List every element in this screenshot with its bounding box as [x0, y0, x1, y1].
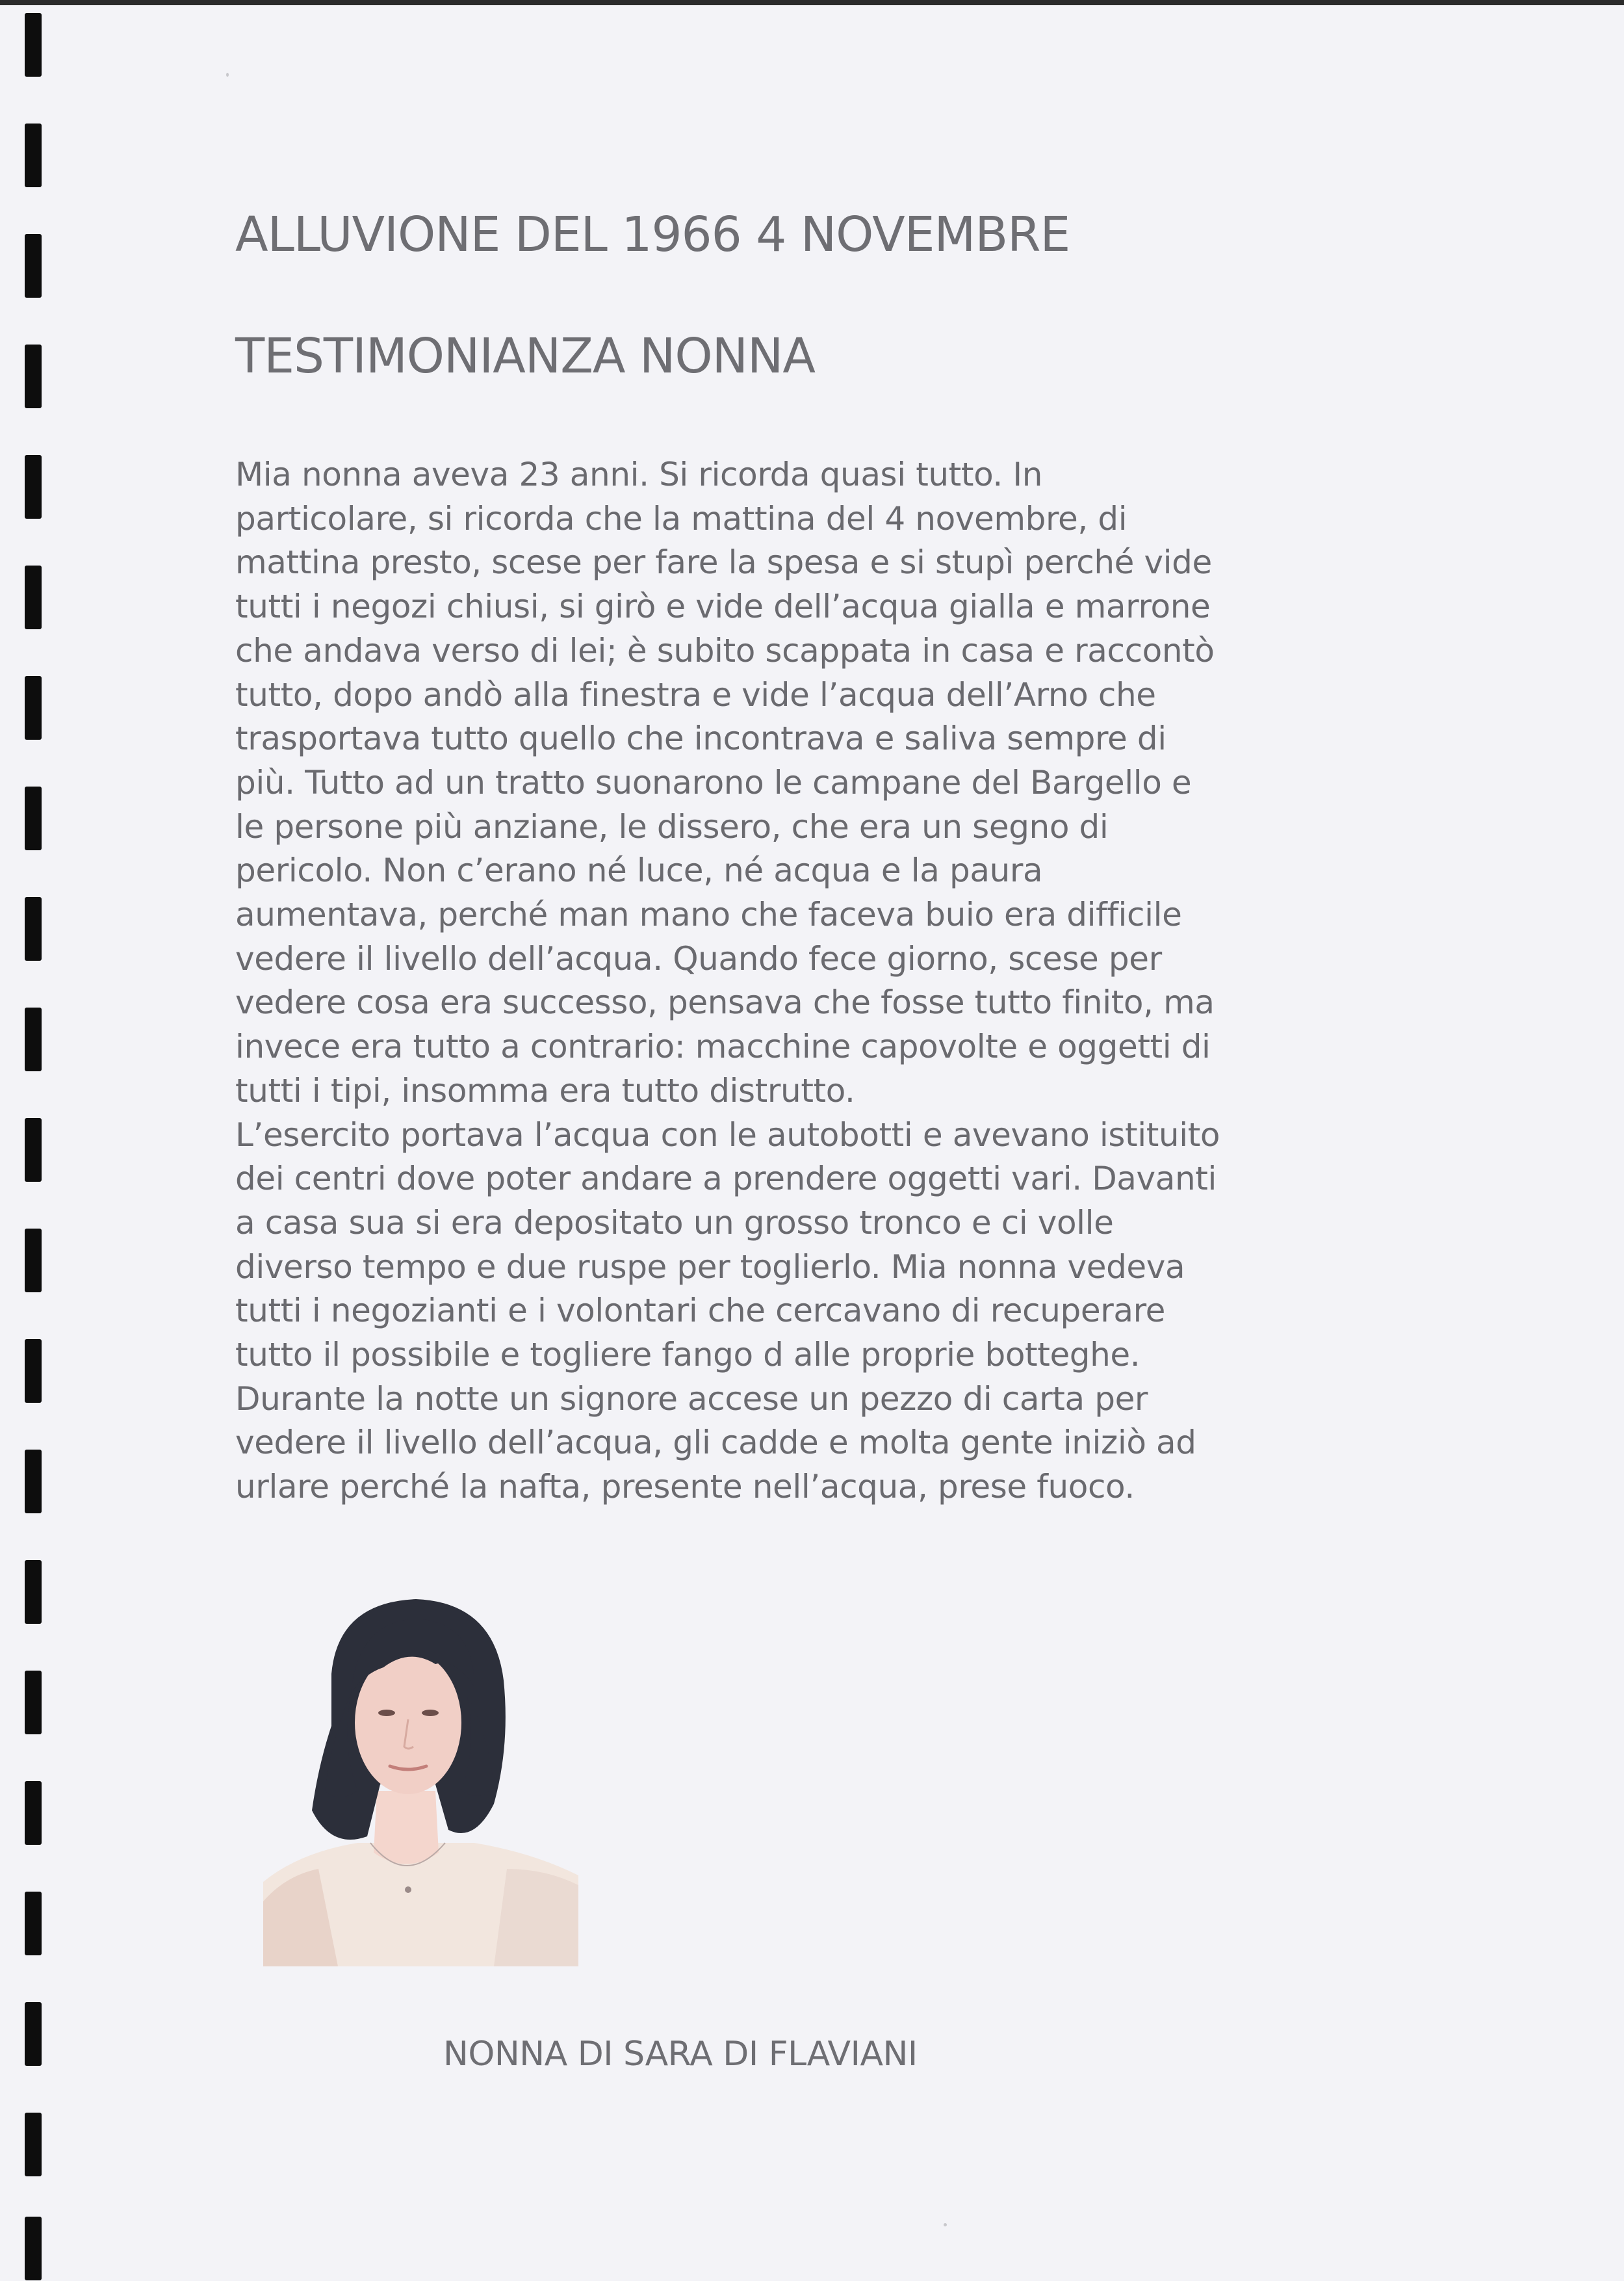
- binding-hole: [25, 566, 42, 629]
- binding-hole: [25, 787, 42, 850]
- binding-hole: [25, 1118, 42, 1182]
- grandmother-portrait: [260, 1596, 582, 1966]
- binding-hole: [25, 1339, 42, 1403]
- paper-speck: [944, 2223, 947, 2226]
- binding-hole: [25, 1229, 42, 1292]
- testimony-line: che andava verso di lei; è subito scappata in casa e raccontò: [235, 631, 1215, 670]
- testimony-text: [235, 453, 1398, 1509]
- binding-hole: [25, 2113, 42, 2176]
- binding-hole: [25, 2002, 42, 2066]
- binding-hole: [25, 1781, 42, 1845]
- binding-hole: [25, 1892, 42, 1955]
- binding-hole: [25, 1671, 42, 1734]
- testimony-line: L’esercito portava l’acqua con le autobotti e avevano istituito: [235, 1115, 1220, 1154]
- binding-hole: [25, 234, 42, 298]
- testimony-line: vedere il livello dell’acqua, gli cadde e molta gente iniziò ad: [235, 1424, 1196, 1462]
- testimony-line: pericolo. Non c’erano né luce, né acqua e la paura: [235, 852, 1043, 890]
- binding-hole: [25, 2217, 42, 2280]
- testimony-line: tutto il possibile e togliere fango d alle proprie botteghe.: [235, 1336, 1141, 1374]
- binding-hole: [25, 455, 42, 519]
- testimony-line: particolare, si ricorda che la mattina del 4 novembre, di: [235, 499, 1128, 538]
- testimony-line: trasportava tutto quello che incontrava e saliva sempre di: [235, 720, 1166, 758]
- testimony-line: vedere cosa era successo, pensava che fosse tutto finito, ma: [235, 984, 1215, 1022]
- testimony-line: tutti i negozianti e i volontari che cercavano di recuperare: [235, 1292, 1166, 1330]
- binding-hole: [25, 1008, 42, 1071]
- binding-hole: [25, 676, 42, 740]
- page-subtitle: TESTIMONIANZA NONNA: [235, 328, 815, 384]
- photo-caption: NONNA DI SARA DI FLAVIANI: [443, 2035, 918, 2074]
- testimony-line: invece era tutto a contrario: macchine capovolte e oggetti di: [235, 1028, 1211, 1066]
- testimony-line: a casa sua si era depositato un grosso tronco e ci volle: [235, 1203, 1114, 1242]
- testimony-line: più. Tutto ad un tratto suonarono le campane del Bargello e: [235, 763, 1192, 802]
- testimony-line: le persone più anziane, le dissero, che era un segno di: [235, 807, 1109, 846]
- testimony-line: Mia nonna aveva 23 anni. Si ricorda quasi tutto. In: [235, 456, 1043, 493]
- binding-hole: [25, 897, 42, 961]
- binding-hole: [25, 13, 42, 77]
- testimony-line: tutto, dopo andò alla finestra e vide l’acqua dell’Arno che: [235, 675, 1156, 714]
- testimony-line: urlare perché la nafta, presente nell’acqua, prese fuoco.: [235, 1468, 1135, 1506]
- testimony-line: tutti i tipi, insomma era tutto distrutto.: [235, 1071, 855, 1110]
- testimony-line: tutti i negozi chiusi, si girò e vide dell’acqua gialla e marrone: [235, 588, 1211, 626]
- testimony-line: diverso tempo e due ruspe per toglierlo. Mia nonna vedeva: [235, 1247, 1185, 1286]
- paper-speck: [226, 73, 229, 77]
- binding-hole: [25, 124, 42, 187]
- testimony-line: aumentava, perché man mano che faceva buio era difficile: [235, 896, 1182, 934]
- testimony-line: dei centri dove poter andare a prendere oggetti vari. Davanti: [235, 1160, 1217, 1198]
- binding-hole: [25, 1450, 42, 1513]
- binding-hole: [25, 345, 42, 408]
- testimony-line: vedere il livello dell’acqua. Quando fece giorno, scese per: [235, 939, 1162, 978]
- testimony-line: mattina presto, scese per fare la spesa e si stupì perché vide: [235, 543, 1212, 582]
- testimony-line: Durante la notte un signore accese un pezzo di carta per: [235, 1379, 1148, 1418]
- spiral-binding: [25, 0, 44, 2281]
- page-title: ALLUVIONE DEL 1966 4 NOVEMBRE: [235, 207, 1070, 263]
- binding-hole: [25, 1560, 42, 1624]
- scan-top-edge: [0, 0, 1624, 5]
